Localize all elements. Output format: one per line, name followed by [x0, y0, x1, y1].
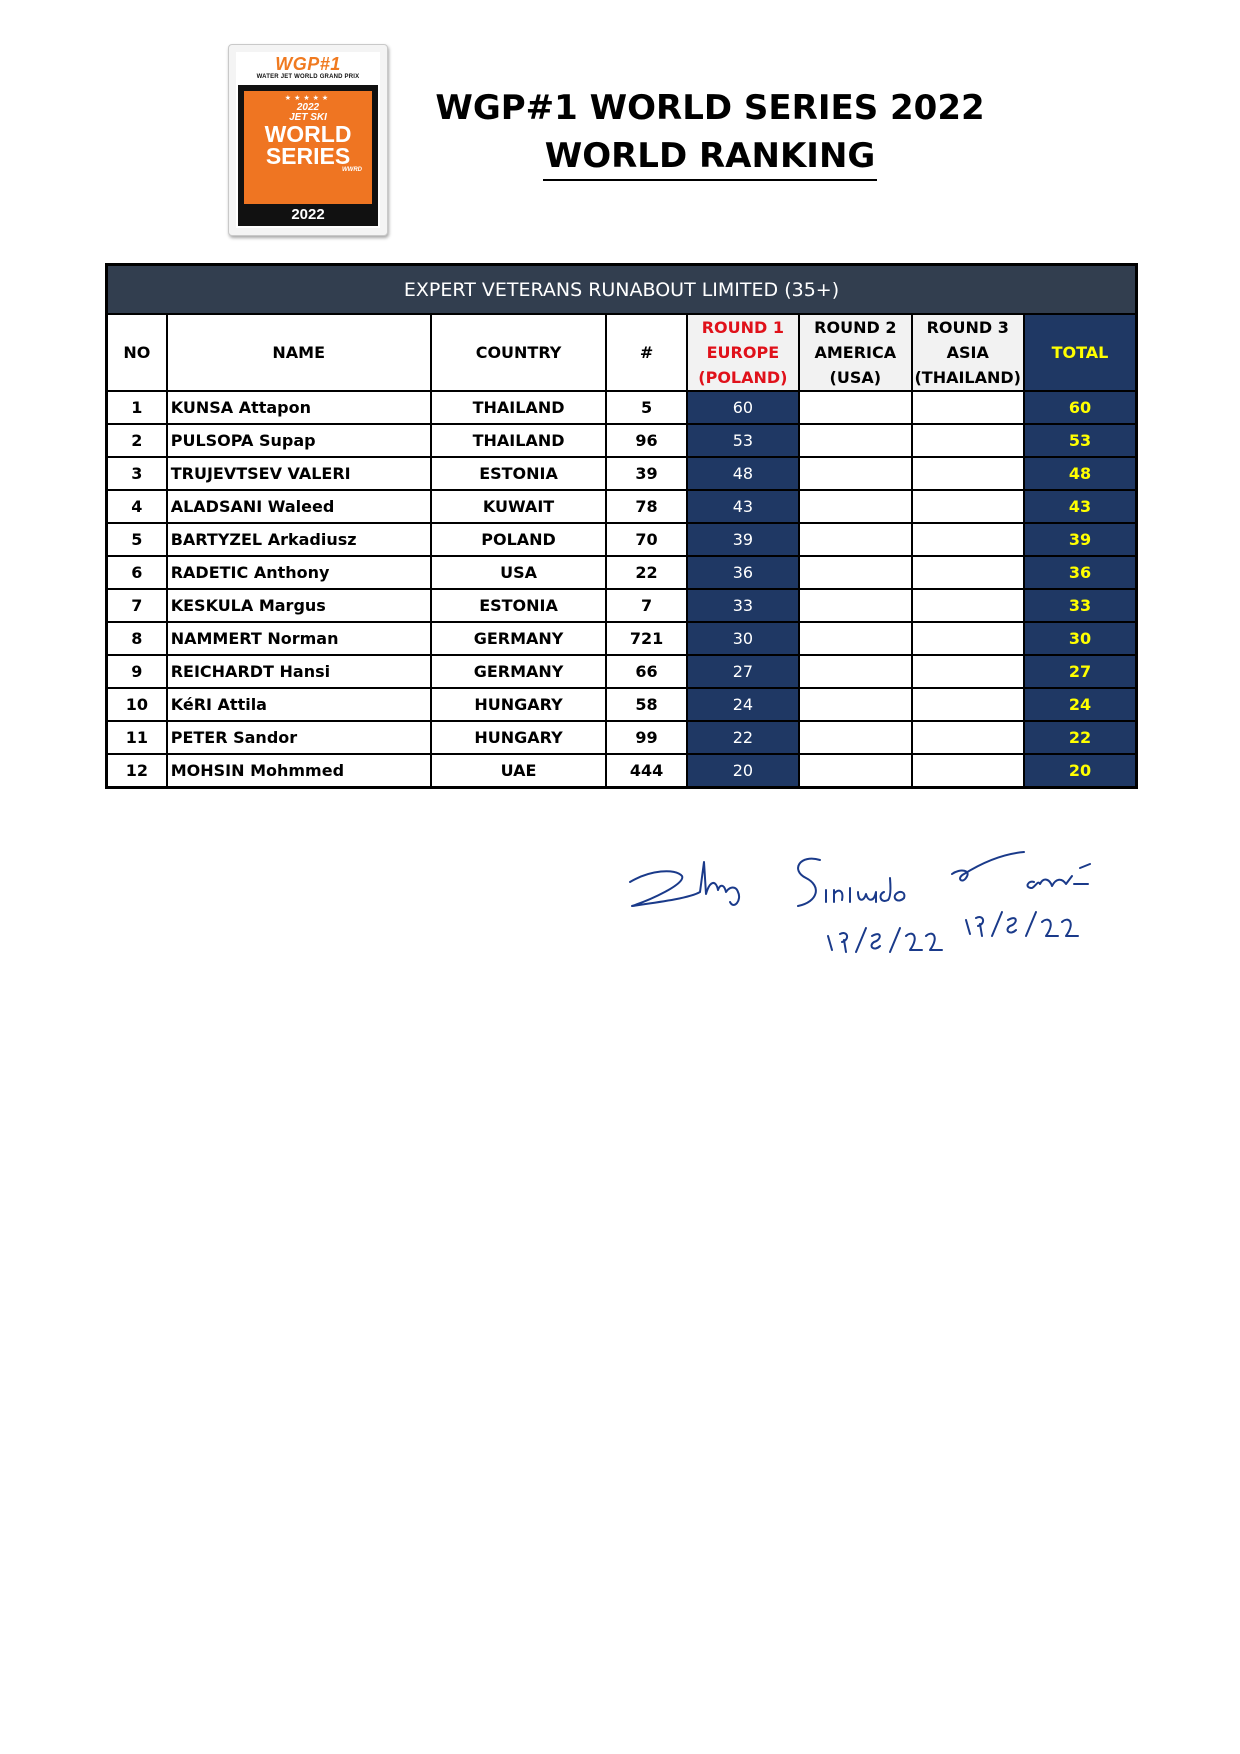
round1-country: (POLAND) [698, 368, 788, 387]
cell-round3 [912, 688, 1024, 721]
round3-label: ROUND 3 [926, 318, 1009, 337]
cell-name: KéRI Attila [167, 688, 431, 721]
cell-round3 [912, 721, 1024, 754]
col-header-name: NAME [167, 314, 431, 391]
cell-round2 [799, 391, 911, 424]
round3-country: (THAILAND) [914, 368, 1021, 387]
cell-round1: 48 [687, 457, 799, 490]
col-header-country: COUNTRY [431, 314, 607, 391]
cell-name: KESKULA Margus [167, 589, 431, 622]
cell-number: 96 [606, 424, 686, 457]
cell-number: 7 [606, 589, 686, 622]
cell-no: 11 [107, 721, 167, 754]
cell-name: MOHSIN Mohmmed [167, 754, 431, 788]
cell-no: 12 [107, 754, 167, 788]
round3-region: ASIA [946, 343, 989, 362]
cell-country: USA [431, 556, 607, 589]
cell-round2 [799, 721, 911, 754]
table-row [107, 490, 1137, 523]
table-row [107, 391, 1137, 424]
date-1-ink [828, 928, 942, 952]
cell-name: ALADSANI Waleed [167, 490, 431, 523]
cell-round3 [912, 754, 1024, 788]
table-row [107, 655, 1137, 688]
logo-frame [236, 52, 380, 228]
cell-country: UAE [431, 754, 607, 788]
table-row [107, 424, 1137, 457]
table-row [107, 457, 1137, 490]
cell-no: 2 [107, 424, 167, 457]
category-row [107, 265, 1137, 315]
cell-round2 [799, 589, 911, 622]
col-header-round1 [687, 314, 799, 391]
cell-name: TRUJEVTSEV VALERI [167, 457, 431, 490]
logo-jet-ski: JET SKI [289, 112, 327, 123]
cell-round1: 30 [687, 622, 799, 655]
cell-total: 24 [1024, 688, 1137, 721]
column-header-row [107, 314, 1137, 391]
logo-stars-icon: ★★★★★ [284, 95, 332, 102]
cell-no: 8 [107, 622, 167, 655]
round1-region: EUROPE [706, 343, 780, 362]
cell-number: 70 [606, 523, 686, 556]
cell-no: 10 [107, 688, 167, 721]
page-subtitle-text: WORLD RANKING [543, 136, 878, 181]
cell-no: 4 [107, 490, 167, 523]
cell-round3 [912, 457, 1024, 490]
cell-number: 22 [606, 556, 686, 589]
ranking-table [105, 263, 1138, 789]
cell-round2 [799, 523, 911, 556]
logo-badge [238, 85, 378, 226]
cell-round3 [912, 490, 1024, 523]
cell-no: 7 [107, 589, 167, 622]
cell-number: 66 [606, 655, 686, 688]
cell-total: 22 [1024, 721, 1137, 754]
cell-no: 9 [107, 655, 167, 688]
cell-name: PULSOPA Supap [167, 424, 431, 457]
cell-country: ESTONIA [431, 457, 607, 490]
signature-2 [798, 859, 904, 906]
cell-country: HUNGARY [431, 721, 607, 754]
cell-no: 1 [107, 391, 167, 424]
logo-series: SERIES [265, 143, 351, 169]
signature-3 [952, 852, 1090, 888]
logo-subtitle: WATER JET WORLD GRAND PRIX [256, 74, 360, 80]
cell-name: NAMMERT Norman [167, 622, 431, 655]
cell-country: POLAND [431, 523, 607, 556]
round1-label: ROUND 1 [701, 318, 785, 337]
cell-round2 [799, 490, 911, 523]
cell-round1: 33 [687, 589, 799, 622]
col-header-no: NO [107, 314, 167, 391]
cell-round2 [799, 556, 911, 589]
logo-top-band [236, 52, 380, 84]
col-header-total: TOTAL [1024, 314, 1137, 391]
cell-country: KUWAIT [431, 490, 607, 523]
cell-total: 20 [1024, 754, 1137, 788]
cell-total: 53 [1024, 424, 1137, 457]
cell-no: 6 [107, 556, 167, 589]
cell-round3 [912, 589, 1024, 622]
col-header-number: # [606, 314, 686, 391]
cell-number: 39 [606, 457, 686, 490]
table-row [107, 622, 1137, 655]
cell-round2 [799, 754, 911, 788]
logo-year-small: 2022 [296, 102, 320, 113]
cell-total: 33 [1024, 589, 1137, 622]
cell-round2 [799, 655, 911, 688]
category-title: EXPERT VETERANS RUNABOUT LIMITED (35+) [107, 265, 1137, 315]
logo-brand: WWRD [342, 167, 362, 173]
cell-country: THAILAND [431, 391, 607, 424]
cell-round1: 24 [687, 688, 799, 721]
cell-round1: 39 [687, 523, 799, 556]
cell-round3 [912, 523, 1024, 556]
date-2-ink [966, 912, 1078, 936]
cell-round1: 43 [687, 490, 799, 523]
cell-number: 5 [606, 391, 686, 424]
cell-round2 [799, 622, 911, 655]
ranking-rows [107, 391, 1137, 788]
cell-country: ESTONIA [431, 589, 607, 622]
logo-world: WORLD [264, 121, 352, 147]
signatures [620, 840, 1140, 970]
cell-round1: 27 [687, 655, 799, 688]
table-row [107, 589, 1137, 622]
cell-round1: 22 [687, 721, 799, 754]
cell-number: 444 [606, 754, 686, 788]
cell-total: 30 [1024, 622, 1137, 655]
cell-name: PETER Sandor [167, 721, 431, 754]
signature-1 [630, 862, 739, 906]
cell-round3 [912, 556, 1024, 589]
page-subtitle [390, 136, 1030, 176]
cell-name: KUNSA Attapon [167, 391, 431, 424]
cell-total: 60 [1024, 391, 1137, 424]
cell-round1: 53 [687, 424, 799, 457]
table-row [107, 721, 1137, 754]
logo-year: 2022 [291, 206, 325, 223]
cell-number: 78 [606, 490, 686, 523]
cell-round3 [912, 424, 1024, 457]
cell-number: 721 [606, 622, 686, 655]
cell-number: 58 [606, 688, 686, 721]
table-row [107, 556, 1137, 589]
cell-total: 48 [1024, 457, 1137, 490]
cell-round2 [799, 424, 911, 457]
cell-country: GERMANY [431, 655, 607, 688]
col-header-round3 [912, 314, 1024, 391]
table-row [107, 754, 1137, 788]
cell-total: 43 [1024, 490, 1137, 523]
logo-wgp-mark: WGP#1 [275, 54, 341, 74]
cell-name: REICHARDT Hansi [167, 655, 431, 688]
cell-round1: 36 [687, 556, 799, 589]
round2-label: ROUND 2 [814, 318, 897, 337]
col-header-round2 [799, 314, 911, 391]
cell-country: GERMANY [431, 622, 607, 655]
cell-country: HUNGARY [431, 688, 607, 721]
cell-no: 3 [107, 457, 167, 490]
table-row [107, 523, 1137, 556]
page-title: WGP#1 WORLD SERIES 2022 [435, 88, 985, 128]
cell-round3 [912, 391, 1024, 424]
cell-name: RADETIC Anthony [167, 556, 431, 589]
cell-total: 36 [1024, 556, 1137, 589]
round2-country: (USA) [829, 368, 882, 387]
cell-number: 99 [606, 721, 686, 754]
cell-round3 [912, 622, 1024, 655]
cell-name: BARTYZEL Arkadiusz [167, 523, 431, 556]
cell-country: THAILAND [431, 424, 607, 457]
cell-round2 [799, 457, 911, 490]
cell-round1: 60 [687, 391, 799, 424]
cell-total: 27 [1024, 655, 1137, 688]
round2-region: AMERICA [814, 343, 897, 362]
cell-round2 [799, 688, 911, 721]
logo-orange-panel [244, 91, 372, 204]
cell-total: 39 [1024, 523, 1137, 556]
wgp-world-series-logo [228, 44, 388, 236]
table-row [107, 688, 1137, 721]
cell-no: 5 [107, 523, 167, 556]
cell-round1: 20 [687, 754, 799, 788]
cell-round3 [912, 655, 1024, 688]
